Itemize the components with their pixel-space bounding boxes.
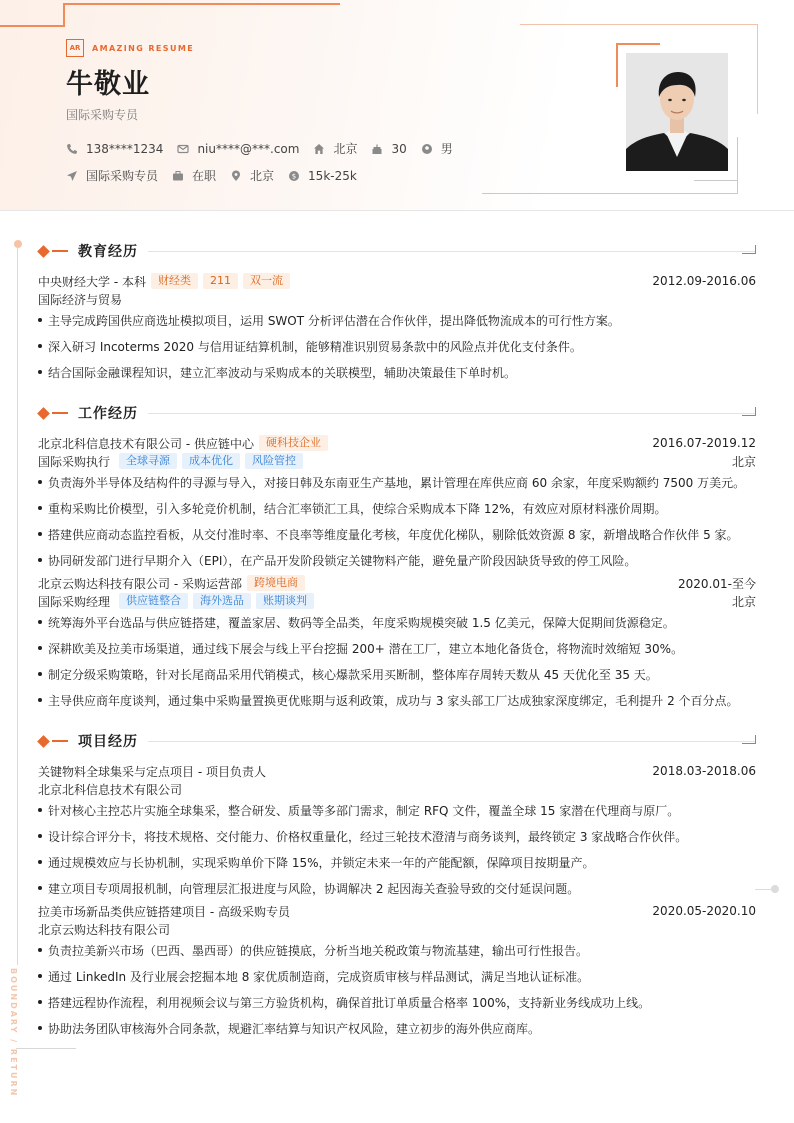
skill-tag: 海外选品 bbox=[193, 593, 251, 609]
intention-row bbox=[66, 167, 371, 184]
bullet-text: 深入研习 Incoterms 2020 与信用证结算机制，能够精准识别贸易条款中的风险点并优化支付条件。 bbox=[48, 339, 582, 354]
project-org: 北京云购达科技有限公司 bbox=[38, 922, 171, 937]
decorative-line bbox=[63, 3, 65, 27]
accent-dash bbox=[52, 412, 68, 414]
svg-text:$: $ bbox=[291, 172, 297, 181]
list-item bbox=[38, 499, 756, 517]
company-tag: 跨境电商 bbox=[247, 575, 305, 591]
project-title-row bbox=[38, 762, 756, 780]
email-item bbox=[177, 142, 299, 156]
bullet-dot bbox=[38, 318, 42, 322]
education-school-row bbox=[38, 272, 756, 290]
section-title: 教育经历 bbox=[78, 244, 138, 260]
location-pin-icon bbox=[230, 170, 242, 182]
project-org-row bbox=[38, 780, 756, 798]
job-status-item bbox=[172, 167, 216, 184]
diamond-icon bbox=[37, 735, 50, 748]
intended-city-item bbox=[230, 167, 274, 184]
bullet-text: 主导完成跨国供应商选址模拟项目，运用 SWOT 分析评估潜在合作伙伴，提出降低物流成本的可行性方案。 bbox=[48, 313, 620, 328]
decorative-line bbox=[16, 1048, 76, 1049]
bullet-dot bbox=[38, 1026, 42, 1030]
job-company-row bbox=[38, 574, 756, 592]
job-role: 国际采购执行 bbox=[38, 454, 111, 469]
email-text: niu****@***.com bbox=[197, 141, 300, 156]
bullet-dot bbox=[38, 834, 42, 838]
list-item bbox=[38, 337, 756, 355]
section-title: 项目经历 bbox=[78, 734, 138, 750]
bullet-dot bbox=[38, 646, 42, 650]
intended-position-text: 国际采购专员 bbox=[86, 169, 159, 183]
brand-logo: AR bbox=[66, 39, 84, 57]
skill-tag: 成本优化 bbox=[182, 453, 240, 469]
list-item bbox=[38, 613, 756, 631]
bullet-dot bbox=[38, 480, 42, 484]
job-role-row bbox=[38, 452, 756, 470]
bullet-text: 负责海外半导体及结构件的寻源与导入，对接日韩及东南亚生产基地，累计管理在库供应商 60 余家，年度采购额约 7500 万美元。 bbox=[48, 475, 746, 490]
bullet-text: 通过 LinkedIn 及行业展会挖掘本地 8 家优质制造商，完成资质审核与样品测试，满足当地认证标准。 bbox=[48, 969, 590, 984]
intended-position-item bbox=[66, 167, 158, 184]
project-org: 北京北科信息技术有限公司 bbox=[38, 782, 183, 797]
school-name: 中央财经大学 - 本科 bbox=[38, 274, 146, 289]
section-divider bbox=[148, 741, 756, 742]
gender-icon bbox=[421, 143, 433, 155]
diamond-icon bbox=[37, 245, 50, 258]
job-date: 2016.07-2019.12 bbox=[652, 436, 756, 450]
bullet-dot bbox=[38, 672, 42, 676]
company-name: 北京云购达科技有限公司 - 采购运营部 bbox=[38, 576, 242, 591]
job-status-text: 在职 bbox=[192, 169, 217, 183]
decorative-line bbox=[755, 889, 771, 890]
bullet-text: 针对核心主控芯片实施全球集采，整合研发、质量等多部门需求，制定 RFQ 文件，覆盖全球 15 家潜在代理商与原厂。 bbox=[48, 803, 680, 818]
phone-icon bbox=[66, 143, 78, 155]
major-name: 国际经济与贸易 bbox=[38, 292, 123, 307]
list-item bbox=[38, 551, 756, 569]
school-tag: 双一流 bbox=[243, 273, 290, 289]
education-section-header bbox=[38, 241, 756, 261]
phone-text: 138****1234 bbox=[86, 141, 164, 156]
job-city: 北京 bbox=[731, 454, 756, 469]
corner-decoration bbox=[742, 245, 756, 254]
project-date: 2020.05-2020.10 bbox=[652, 904, 756, 918]
list-item bbox=[38, 801, 756, 819]
skill-tag: 风险管控 bbox=[245, 453, 303, 469]
gender-text: 男 bbox=[440, 142, 453, 156]
contact-row bbox=[66, 140, 467, 157]
vertical-watermark-text: BOUNDARY / RETURN bbox=[9, 968, 18, 1098]
project-org-row bbox=[38, 920, 756, 938]
resume-header bbox=[0, 0, 794, 211]
job-date: 2020.01-至今 bbox=[678, 576, 756, 591]
timeline-line bbox=[17, 247, 18, 965]
list-item bbox=[38, 853, 756, 871]
bullet-dot bbox=[38, 558, 42, 562]
list-item bbox=[38, 941, 756, 959]
section-divider bbox=[148, 413, 756, 414]
bullet-text: 重构采购比价模型，引入多轮竞价机制，结合汇率锁汇工具，使综合采购成本下降 12%，有效应对原材料涨价周期。 bbox=[48, 501, 667, 516]
bullet-dot bbox=[38, 808, 42, 812]
work-section-header bbox=[38, 403, 756, 423]
age-text: 30 bbox=[391, 141, 407, 156]
education-major-row bbox=[38, 290, 756, 308]
brand bbox=[66, 39, 194, 57]
company-name: 北京北科信息技术有限公司 - 供应链中心 bbox=[38, 436, 254, 451]
bullet-text: 结合国际金融课程知识，建立汇率波动与采购成本的关联模型，辅助决策最佳下单时机。 bbox=[48, 365, 517, 380]
bullet-text: 搭建远程协作流程，利用视频会议与第三方验货机构，确保首批订单质量合格率 100%，支持新业务线成功上线。 bbox=[48, 995, 651, 1010]
list-item bbox=[38, 879, 756, 897]
corner-decoration bbox=[742, 407, 756, 416]
list-item bbox=[38, 525, 756, 543]
project-title-row bbox=[38, 902, 756, 920]
accent-dash bbox=[52, 740, 68, 742]
bullet-text: 统筹海外平台选品与供应链搭建，覆盖家居、数码等全品类，年度采购规模突破 1.5 亿美元，保障大促期间货源稳定。 bbox=[48, 615, 675, 630]
bullet-text: 协同研发部门进行早期介入（EPI），在产品开发阶段锁定关键物料产能，避免量产阶段因缺货导致的停工风险。 bbox=[48, 553, 637, 568]
bullet-text: 深耕欧美及拉美市场渠道，通过线下展会与线上平台挖掘 200+ 潜在工厂，建立本地化备货仓，将物流时效缩短 30%。 bbox=[48, 641, 684, 656]
bullet-text: 主导供应商年度谈判，通过集中采购量置换更优账期与返利政策，成功与 3 家头部工厂达成独家深度绑定，毛利提升 2 个百分点。 bbox=[48, 693, 739, 708]
candidate-name: 牛敬业 bbox=[66, 69, 150, 100]
profile-photo bbox=[626, 53, 728, 171]
phone-item bbox=[66, 142, 163, 156]
bullet-dot bbox=[38, 532, 42, 536]
bullet-text: 负责拉美新兴市场（巴西、墨西哥）的供应链摸底，分析当地关税政策与物流基建，输出可行性报告。 bbox=[48, 943, 589, 958]
bullet-dot bbox=[38, 860, 42, 864]
list-item bbox=[38, 993, 756, 1011]
mail-icon bbox=[177, 143, 189, 155]
salary-icon bbox=[288, 170, 300, 182]
send-icon bbox=[66, 170, 78, 182]
decorative-dot bbox=[771, 885, 779, 893]
cake-icon bbox=[371, 143, 383, 155]
list-item bbox=[38, 311, 756, 329]
salary-item bbox=[288, 169, 357, 183]
project-name: 拉美市场新品类供应链搭建项目 - 高级采购专员 bbox=[38, 904, 290, 919]
home-item bbox=[313, 140, 357, 157]
accent-dash bbox=[52, 250, 68, 252]
skill-tag: 供应链整合 bbox=[119, 593, 188, 609]
job-city: 北京 bbox=[731, 594, 756, 609]
intended-city-text: 北京 bbox=[250, 169, 275, 183]
candidate-title: 国际采购专员 bbox=[66, 108, 139, 122]
list-item bbox=[38, 473, 756, 491]
decorative-line bbox=[64, 3, 340, 5]
bullet-text: 制定分级采购策略，针对长尾商品采用代销模式，核心爆款采用买断制，整体库存周转天数从 45 天优化至 35 天。 bbox=[48, 667, 658, 682]
project-date: 2018.03-2018.06 bbox=[652, 764, 756, 778]
list-item bbox=[38, 1019, 756, 1037]
skill-tag: 全球寻源 bbox=[119, 453, 177, 469]
diamond-icon bbox=[37, 407, 50, 420]
bullet-dot bbox=[38, 620, 42, 624]
corner-decoration bbox=[742, 735, 756, 744]
decorative-line bbox=[0, 25, 64, 27]
bullet-dot bbox=[38, 974, 42, 978]
bullet-dot bbox=[38, 698, 42, 702]
school-tag: 211 bbox=[203, 273, 238, 289]
bullet-dot bbox=[38, 344, 42, 348]
job-role-row bbox=[38, 592, 756, 610]
bullet-dot bbox=[38, 370, 42, 374]
salary-text: 15k-25k bbox=[308, 168, 357, 183]
bullet-dot bbox=[38, 506, 42, 510]
brand-text: AMAZING RESUME bbox=[92, 43, 195, 53]
bullet-text: 建立项目专项周报机制，向管理层汇报进度与风险，协调解决 2 起因海关查验导致的交付延误问题。 bbox=[48, 881, 580, 896]
school-tag: 财经类 bbox=[151, 273, 198, 289]
home-text: 北京 bbox=[333, 142, 358, 156]
home-icon bbox=[313, 143, 325, 155]
job-company-row bbox=[38, 434, 756, 452]
list-item bbox=[38, 827, 756, 845]
bullet-text: 搭建供应商动态监控看板，从交付准时率、不良率等维度量化考核，年度优化梯队，剔除低效资源 8 家，新增战略合作伙伴 5 家。 bbox=[48, 527, 739, 542]
bullet-dot bbox=[38, 1000, 42, 1004]
bullet-text: 设计综合评分卡，将技术规格、交付能力、价格权重量化，经过三轮技术澄清与商务谈判，最终锁定 3 家战略合作伙伴。 bbox=[48, 829, 688, 844]
list-item bbox=[38, 691, 756, 709]
section-divider bbox=[148, 251, 756, 252]
bullet-dot bbox=[38, 948, 42, 952]
list-item bbox=[38, 665, 756, 683]
list-item bbox=[38, 363, 756, 381]
education-date: 2012.09-2016.06 bbox=[652, 274, 756, 288]
job-role: 国际采购经理 bbox=[38, 594, 111, 609]
bullet-text: 协助法务团队审核海外合同条款，规避汇率结算与知识产权风险，建立初步的海外供应商库。 bbox=[48, 1021, 541, 1036]
company-tag: 硬科技企业 bbox=[259, 435, 328, 451]
skill-tag: 账期谈判 bbox=[256, 593, 314, 609]
timeline-dot bbox=[14, 240, 22, 248]
list-item bbox=[38, 967, 756, 985]
gender-item bbox=[421, 140, 453, 157]
section-title: 工作经历 bbox=[78, 406, 138, 422]
projects-section-header bbox=[38, 731, 756, 751]
age-item bbox=[371, 142, 406, 156]
briefcase-icon bbox=[172, 170, 184, 182]
bullet-dot bbox=[38, 886, 42, 890]
list-item bbox=[38, 639, 756, 657]
bullet-text: 通过规模效应与长协机制，实现采购单价下降 15%，并锁定未来一年的产能配额，保障项目按期量产。 bbox=[48, 855, 595, 870]
project-name: 关键物料全球集采与定点项目 - 项目负责人 bbox=[38, 764, 266, 779]
